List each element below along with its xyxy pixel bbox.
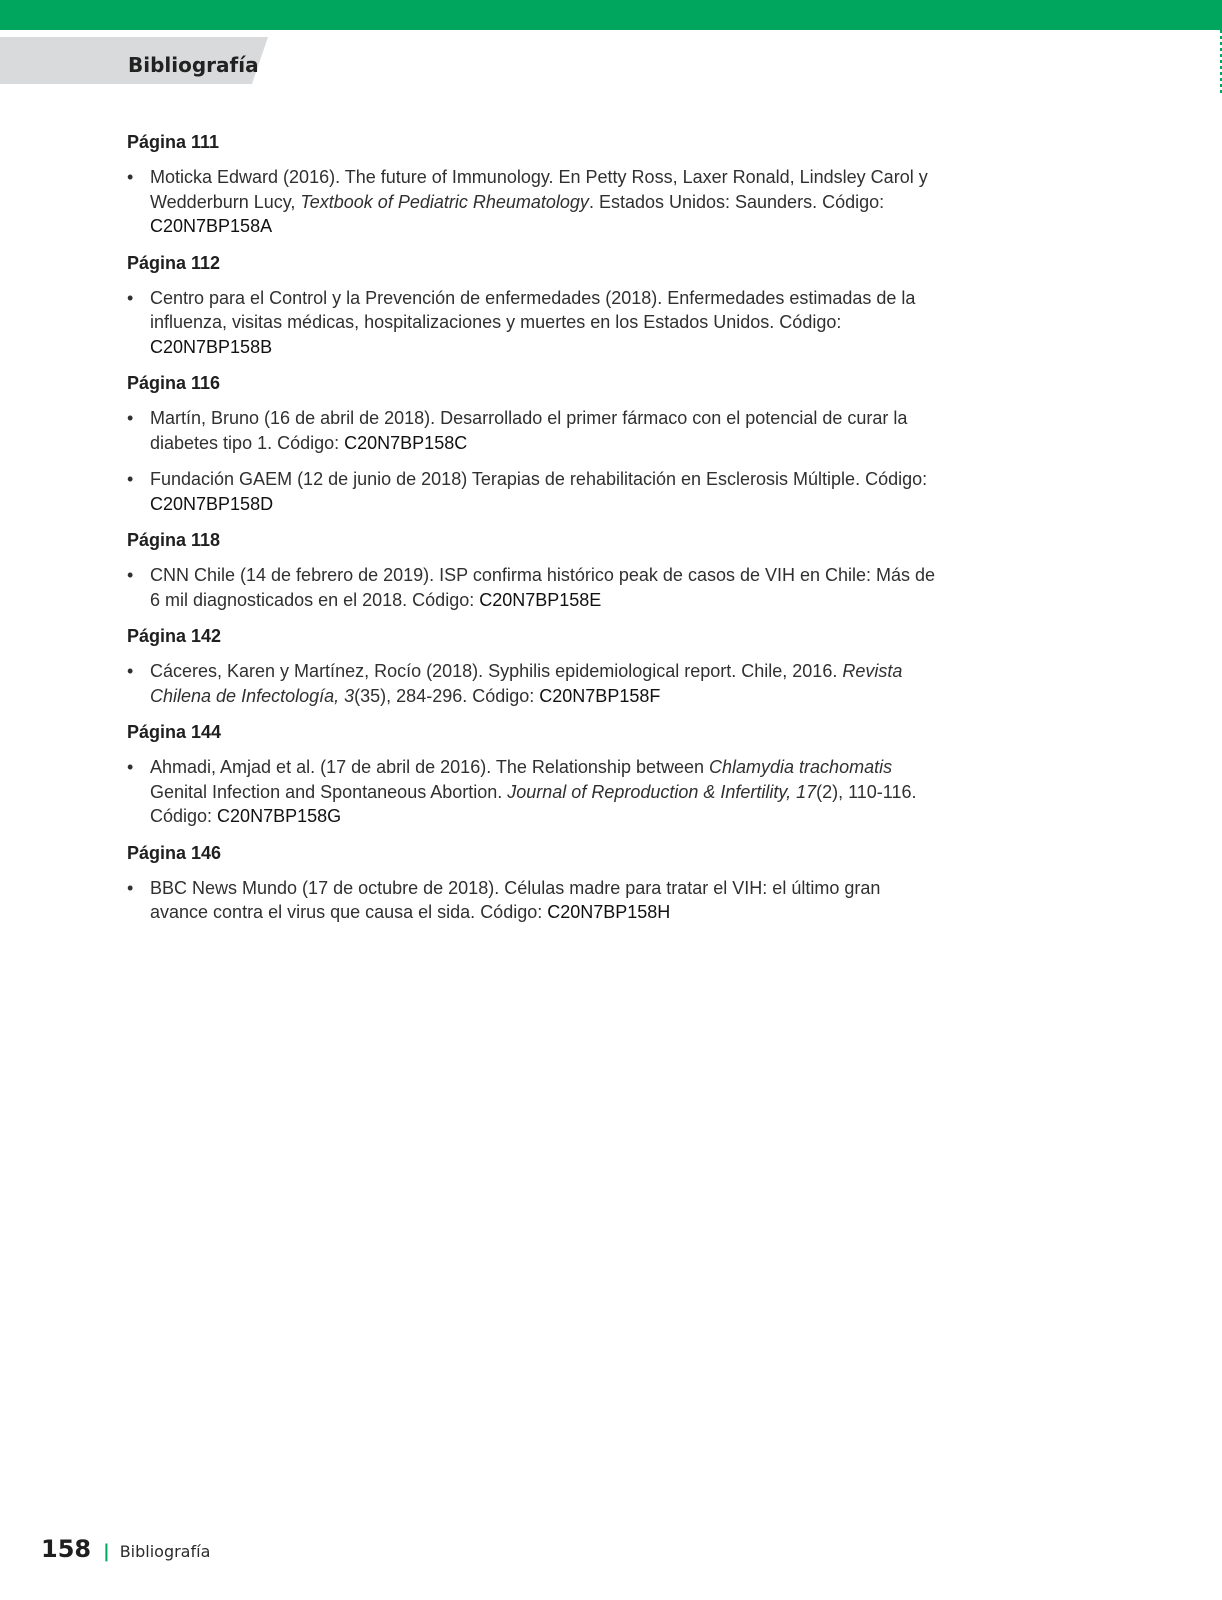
footer-label: Bibliografía: [119, 1542, 211, 1561]
reference-item: [127, 467, 937, 516]
section-title: Bibliografía: [128, 53, 259, 77]
reference-item: [127, 286, 937, 360]
bullet-icon: •: [127, 287, 134, 308]
footer-separator: |: [103, 1541, 110, 1562]
top-accent-band: [0, 0, 1222, 30]
page-reference-heading: Página 142: [127, 626, 222, 646]
reference-list: [127, 406, 937, 516]
page-reference-heading: Página 118: [127, 530, 221, 550]
reference-text: CNN Chile (14 de febrero de 2019). ISP confirma histórico peak de casos de VIH en Chile: Más de 6 mil diagnosticados en el 2018. Código:: [150, 565, 936, 610]
page-reference-heading: Página 144: [127, 722, 222, 742]
bullet-icon: •: [127, 661, 134, 681]
bullet-icon: •: [127, 757, 134, 777]
reference-code: C20N7BP158B: [150, 336, 273, 357]
page-reference-heading: Página 112: [127, 252, 221, 273]
reference-list: [127, 755, 937, 829]
reference-italic-title: Chlamydia trachomatis: [709, 757, 893, 777]
page-reference-heading: Página 146: [127, 842, 222, 863]
bibliography-content: [127, 130, 937, 937]
reference-text: Genital Infection and Spontaneous Abortion.: [150, 781, 508, 802]
reference-italic-title: Revista Chilena de Infectología, 3: [150, 661, 903, 706]
reference-italic-title: Journal of Reproduction & Infertility, 17: [507, 781, 817, 802]
reference-list: [127, 286, 937, 360]
reference-text: Centro para el Control y la Prevención de enfermedades (2018). Enfermedades estimadas de la influenza, visitas médicas, hospitalizaciones y muertes en los Estados Unidos. Código:: [150, 287, 916, 332]
reference-item: [127, 165, 937, 239]
reference-code: C20N7BP158G: [217, 806, 342, 826]
reference-code: C20N7BP158H: [547, 902, 671, 922]
bullet-icon: •: [127, 565, 134, 585]
reference-text: Fundación GAEM (12 de junio de 2018) Terapias de rehabilitación en Esclerosis Múltiple. Código:: [150, 469, 928, 489]
bullet-icon: •: [127, 877, 134, 898]
page-footer: [41, 1535, 210, 1563]
reference-text: Cáceres, Karen y Martínez, Rocío (2018). Syphilis epidemiological report. Chile, 2016.: [150, 661, 843, 681]
reference-text: Moticka Edward (2016). The future of Immunology. En Petty Ross, Laxer Ronald, Lindsley Carol y Wedderburn Lucy,: [150, 167, 928, 212]
reference-item: [127, 659, 937, 708]
reference-text: Ahmadi, Amjad et al. (17 de abril de 2016). The Relationship between: [150, 757, 710, 777]
page-reference-heading: Página 111: [127, 132, 220, 152]
reference-code: C20N7BP158C: [344, 432, 468, 453]
reference-code: C20N7BP158A: [150, 216, 273, 236]
reference-item: [127, 563, 937, 612]
reference-text: . Estados Unidos: Saunders. Código:: [588, 191, 885, 212]
reference-italic-title: Textbook of Pediatric Rheumatology: [300, 191, 589, 212]
reference-text: (35), 284-296. Código:: [354, 685, 540, 706]
reference-list: [127, 165, 937, 239]
reference-code: C20N7BP158F: [539, 685, 661, 706]
reference-item: [127, 876, 937, 925]
reference-code: C20N7BP158E: [479, 589, 602, 610]
page-number: 158: [41, 1535, 92, 1563]
reference-item: [127, 755, 937, 829]
reference-code: C20N7BP158D: [150, 493, 274, 514]
page-reference-heading: Página 116: [127, 373, 221, 393]
reference-list: [127, 563, 937, 612]
reference-text: (2), 110-116. Código:: [150, 781, 917, 826]
reference-list: [127, 659, 937, 708]
reference-list: [127, 876, 937, 925]
bullet-icon: •: [127, 408, 134, 428]
reference-text: BBC News Mundo (17 de octubre de 2018). Células madre para tratar el VIH: el último gran avance contra el virus que causa el sida. Código:: [150, 877, 881, 922]
bullet-icon: •: [127, 469, 134, 489]
reference-text: Martín, Bruno (16 de abril de 2018). Desarrollado el primer fármaco con el potencial de curar la diabetes tipo 1. Código:: [150, 408, 908, 453]
reference-item: [127, 406, 937, 455]
bullet-icon: •: [127, 167, 134, 187]
